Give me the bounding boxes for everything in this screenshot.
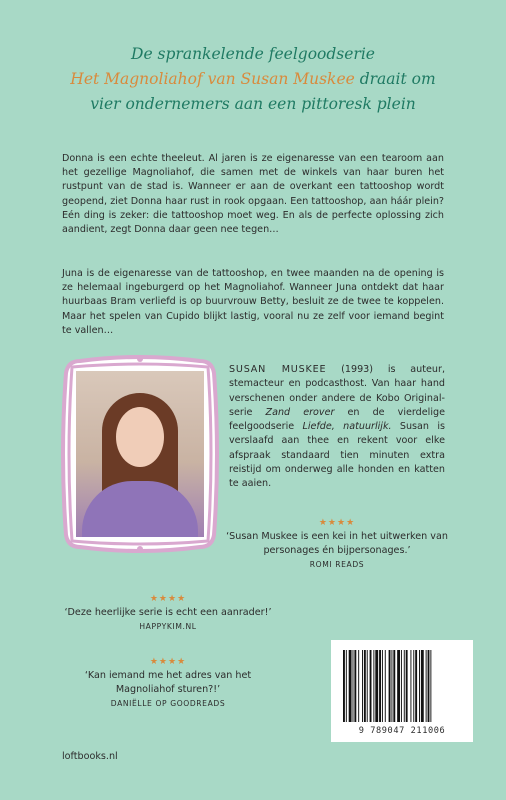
isbn-barcode: [331, 640, 473, 742]
book-title-liefde-natuurlijk: Liefde, natuurlijk.: [302, 421, 392, 433]
isbn-number: 9 789047 211006: [358, 726, 446, 736]
tagline-line-3: vier ondernemers aan een pittoresk plein: [90, 95, 416, 113]
review-quote: [62, 592, 274, 634]
barcode-bars: [341, 650, 463, 724]
star-rating: ★★★★: [149, 594, 187, 604]
book-title-zand-erover: Zand erover: [265, 406, 335, 418]
tagline-line-1: De sprankelende feelgoodserie: [131, 45, 375, 63]
quote-source: ROMI READS: [309, 560, 365, 569]
quote-source: HAPPYKIM.NL: [139, 622, 197, 631]
author-photo: [76, 371, 204, 537]
series-tagline: [0, 42, 506, 117]
review-quote: [222, 516, 452, 572]
tagline-line-2-rest: draait om: [354, 70, 436, 88]
quote-text: ‘Kan iemand me het adres van het Magnoliahof sturen?!’: [84, 670, 252, 695]
quote-text: ‘Deze heerlijke serie is echt een aanrader!’: [64, 607, 272, 618]
author-photo-frame: [60, 355, 220, 553]
author-name: SUSAN MUSKEE: [229, 364, 327, 375]
quote-source: DANIËLLE OP GOODREADS: [110, 699, 226, 708]
tagline-line-2: [0, 67, 506, 92]
blurb-paragraph-juna: Juna is de eigenaresse van de tattooshop, en twee maanden na de opening is ze helemaal ingeburgerd op het Magnoliahof. Wanneer Juna ontdekt dat haar huurbaas Bram verliefd is op buurvrouw Betty, besluit ze de twee te koppelen. Maar het spelen van Cupido blijkt lastig, vooral nu ze zelf voor iemand begint te vallen…: [62, 268, 444, 336]
blurb-paragraph-donna: Donna is een echte theeleut. Al jaren is ze eigenaresse van een tearoom aan het gezellige Magnoliahof, die samen met de winkels van haar buren het rustpunt van de stad is. Wanneer er aan de overkant een tattooshop wordt geopend, ziet Donna haar rust in rook opgaan. Een tattooshop, aan háár plein? Eén ding is zeker: die tattooshop moet weg. En als de perfecte oplossing zich aandient, zegt Donna daar geen nee tegen…: [62, 153, 444, 236]
author-bio: SUSAN MUSKEE (1993) is auteur, stemacteur en podcasthost. Van haar hand verschenen onder andere de Kobo Original-serie Zand erover en de vierdelige feelgoodserie Liefde, natuurlijk. Susan is verslaafd aan thee en rekent voor elke afspraak standaard tien minuten extra reistijd om onderweg alle honden en katten te aaien.: [229, 364, 445, 490]
star-rating: ★★★★: [149, 657, 187, 667]
publisher-website: loftbooks.nl: [62, 751, 118, 762]
quote-text: ‘Susan Muskee is een kei in het uitwerken van personages én bijpersonages.’: [226, 531, 448, 556]
review-quote: [62, 655, 274, 711]
star-rating: ★★★★: [318, 518, 356, 528]
series-title: Het Magnoliahof van Susan Muskee: [70, 70, 355, 88]
